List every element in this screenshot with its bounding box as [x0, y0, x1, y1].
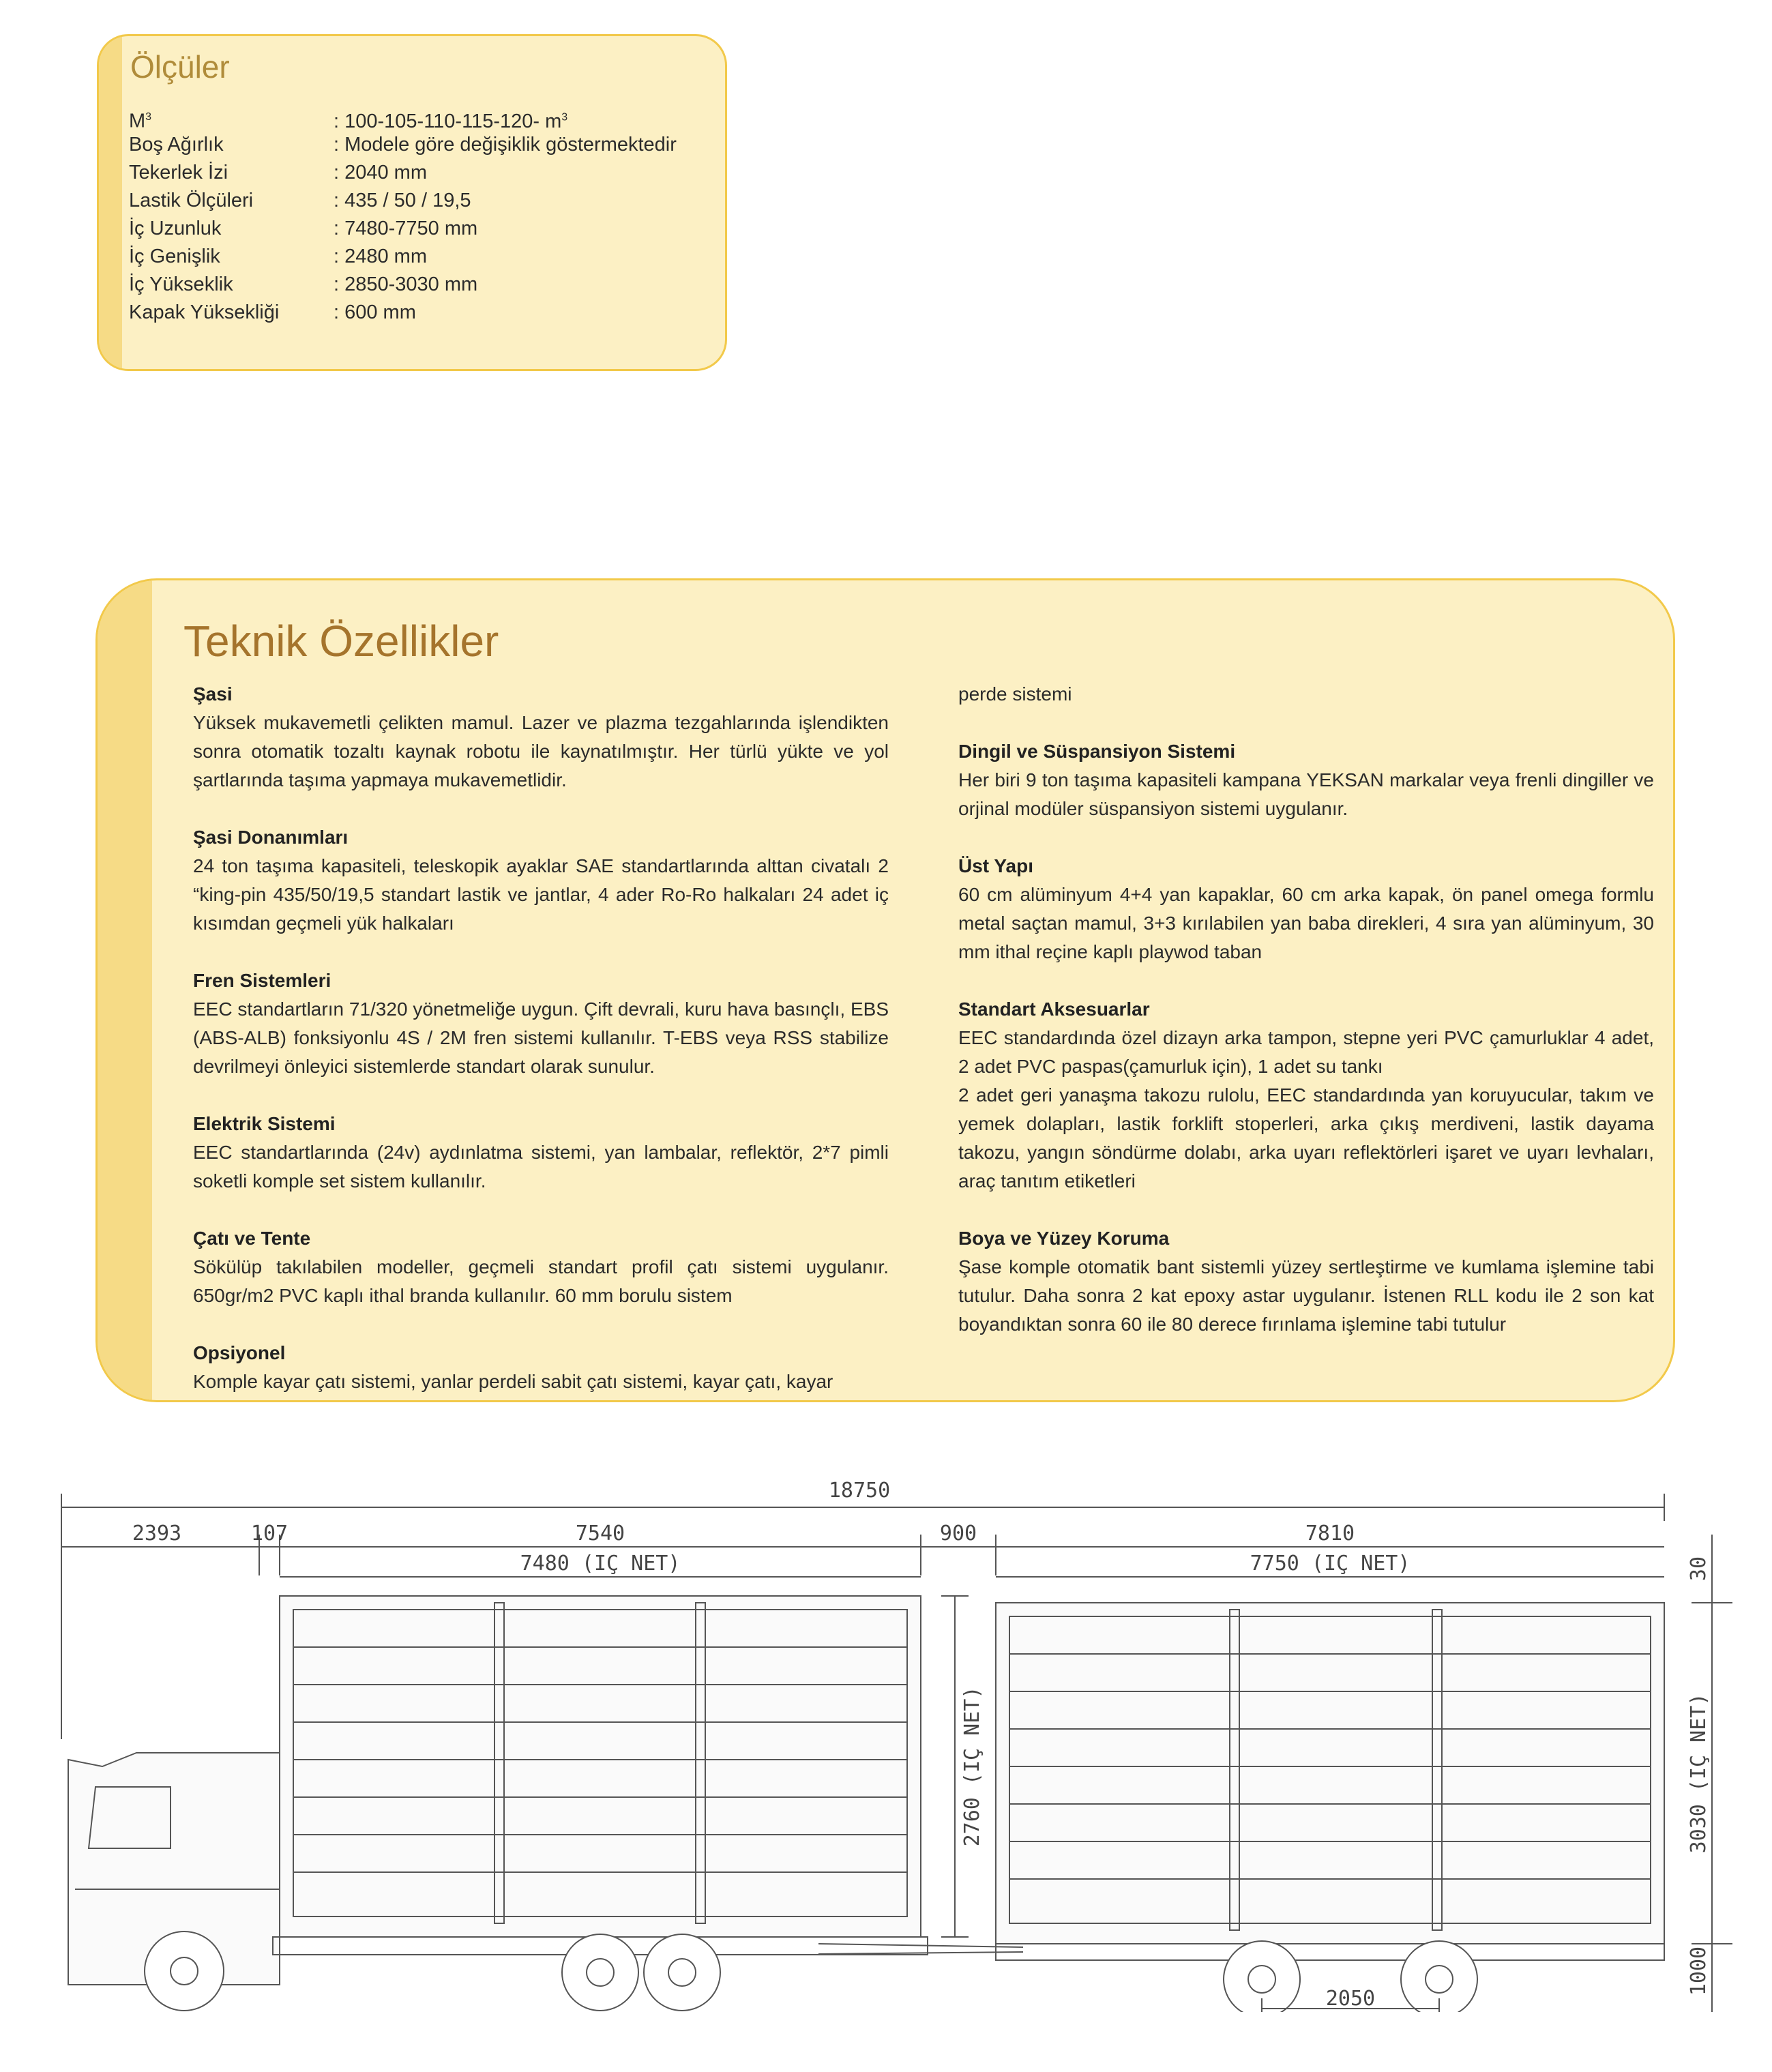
section-body: EEC standartların 71/320 yönetmeliğe uygun. Çift devrali, kuru hava basınçlı, EBS (ABS-ALB) fonksiyonlu 4S / 2M fren sistemi kullanılır. T-EBS veya RSS stabilize devrilmeyi önleyici sistemlerde standart olarak sunulur.	[193, 998, 889, 1077]
panel-accent-strip	[99, 36, 122, 369]
row-value: : 600 mm	[334, 301, 416, 323]
spec-section-boya	[958, 1224, 1654, 1339]
spec-section-dingil	[958, 737, 1654, 823]
row-value: : 7480-7750 mm	[334, 218, 478, 239]
spec-section-ust-yapi	[958, 852, 1654, 966]
dim-axle-spacing: 2050	[1325, 1987, 1376, 2011]
section-title: Şasi Donanımları	[193, 827, 349, 848]
spec-column-left	[193, 680, 889, 1402]
dim-body2-net: 7750 (IÇ NET)	[1250, 1552, 1411, 1575]
section-title: Şasi	[193, 683, 233, 705]
row-label: Tekerlek İzi	[129, 162, 228, 183]
panel-accent-strip	[98, 580, 152, 1400]
row-value: : 100-105-110-115-120- $m^3$	[334, 110, 568, 132]
row-label: İç Genişlik	[129, 246, 220, 267]
section-body: 2 adet geri yanaşma takozu rulolu, EEC standardında yan koruyucular, takım ve yemek dolapları, lastik forklift stoperleri, arka çıkış merdiveni, lastik dayama takozu, yangın söndürme dolabı, arka uyarı reflektörleri işaret ve uyarı levhaları, araç tanıtım etiketleri	[958, 1084, 1654, 1192]
dim-body1: 7540	[575, 1522, 625, 1545]
teknik-title: Teknik Özellikler	[183, 617, 499, 666]
olculer-row	[129, 271, 677, 299]
dim-overall: 18750	[828, 1479, 891, 1503]
section-body: Sökülüp takılabilen modeller, geçmeli standart profil çatı sistemi uygulanır. 650gr/m2 PVC kaplı ithal branda kullanılır. 60 mm borulu sistem	[193, 1256, 889, 1306]
spec-section-opsiyonel	[193, 1339, 889, 1396]
row-label: $M^3$	[129, 110, 152, 132]
olculer-row	[129, 103, 677, 131]
section-body: Şase komple otomatik bant sistemli yüzey sertleştirme ve kumlama işlemine tabi tutulur. Daha sonra 2 kat epoxy astar uygulanır. İstenen RLL kodu ile 2 son kat boyandıktan sonra 60 ile 80 derece fırınlama işlemine tabi tutulur	[958, 1256, 1654, 1335]
dim-height-top: 30	[1687, 1556, 1711, 1582]
section-body: 24 ton taşıma kapasiteli, teleskopik ayaklar SAE standartlarında alttan civatalı 2 “king-pin 435/50/19,5 standart lastik ve jantlar, 4 ader Ro-Ro halkaları 24 adet iç kısımdan geçmeli yük halkaları	[193, 855, 889, 934]
row-value: : 2850-3030 mm	[334, 273, 478, 295]
olculer-panel	[97, 34, 727, 371]
olculer-row	[129, 243, 677, 271]
truck-trailer-dimension-drawing	[55, 1466, 1739, 2012]
dim-gap: 107	[250, 1522, 289, 1545]
row-label: İç Uzunluk	[129, 218, 222, 239]
row-label: Boş Ağırlık	[129, 134, 224, 156]
spec-section-sasi	[193, 680, 889, 795]
row-label: Lastik Ölçüleri	[129, 190, 254, 211]
section-title: Boya ve Yüzey Koruma	[958, 1228, 1170, 1249]
row-value: : 435 / 50 / 19,5	[334, 190, 471, 211]
spec-section-elektrik	[193, 1110, 889, 1196]
row-label: İç Yükseklik	[129, 273, 233, 295]
spec-section-sasi-donanimlari	[193, 823, 889, 938]
section-body: Yüksek mukavemetli çelikten mamul. Lazer ve plazma tezgahlarında işlendikten sonra otomatik tozaltı kaynak robotu ile kaynatılmıştır. Her türlü yükte ve yol şartlarında taşıma yapmaya mukavemetlidir.	[193, 712, 889, 790]
dim-height-floor: 1000	[1687, 1946, 1711, 1996]
olculer-title: Ölçüler	[130, 49, 230, 85]
section-body: Her biri 9 ton taşıma kapasiteli kampana YEKSAN markalar veya frenli dingiller ve orjinal modüler süspansiyon sistemi uygulanır.	[958, 769, 1654, 819]
spec-column-right	[958, 680, 1654, 1367]
olculer-row	[129, 159, 677, 187]
olculer-list	[129, 103, 677, 327]
section-title: Standart Aksesuarlar	[958, 998, 1150, 1020]
spec-section-fren	[193, 966, 889, 1081]
olculer-row	[129, 131, 677, 159]
section-title: Elektrik Sistemi	[193, 1113, 336, 1134]
row-value: : 2040 mm	[334, 162, 427, 183]
section-body: EEC standardında özel dizayn arka tampon, stepne yeri PVC çamurluklar 4 adet, 2 adet PVC paspas(çamurluk için), 1 adet su tankı	[958, 1027, 1654, 1077]
dim-drawbar: 900	[939, 1522, 977, 1545]
olculer-row	[129, 299, 677, 327]
section-body: 60 cm alüminyum 4+4 yan kapaklar, 60 cm arka kapak, ön panel omega formlu metal saçtan mamul, 3+3 kırılabilen yan baba direkleri, 4 sıra yan alüminyum, 30 mm ithal reçine kaplı playwod taban	[958, 884, 1654, 962]
olculer-row	[129, 215, 677, 243]
section-title: Çatı ve Tente	[193, 1228, 311, 1249]
section-body: Komple kayar çatı sistemi, yanlar perdeli sabit çatı sistemi, kayar çatı, kayar	[193, 1371, 833, 1392]
olculer-row	[129, 187, 677, 215]
section-title: Fren Sistemleri	[193, 970, 331, 991]
dim-height-body2: 3030 (IÇ NET)	[1687, 1693, 1711, 1854]
row-value: : 2480 mm	[334, 246, 427, 267]
section-body: EEC standartlarında (24v) aydınlatma sistemi, yan lambalar, reflektör, 2*7 pimli soketli komple set sistem kullanılır.	[193, 1142, 889, 1192]
teknik-ozellikler-panel	[95, 578, 1675, 1402]
dim-front: 2393	[132, 1522, 182, 1545]
spec-section-cati	[193, 1224, 889, 1310]
section-body: perde sistemi	[958, 683, 1072, 705]
section-title: Üst Yapı	[958, 855, 1033, 876]
dim-height-body1: 2760 (IÇ NET)	[960, 1686, 984, 1847]
dim-body1-net: 7480 (IÇ NET)	[520, 1552, 681, 1575]
spec-continuation	[958, 680, 1654, 709]
row-label: Kapak Yüksekliği	[129, 301, 280, 323]
section-title: Opsiyonel	[193, 1342, 286, 1363]
section-title: Dingil ve Süspansiyon Sistemi	[958, 741, 1236, 762]
row-value: : Modele göre değişiklik göstermektedir	[334, 134, 677, 156]
dim-body2: 7810	[1305, 1522, 1355, 1545]
spec-section-aksesuarlar	[958, 995, 1654, 1196]
